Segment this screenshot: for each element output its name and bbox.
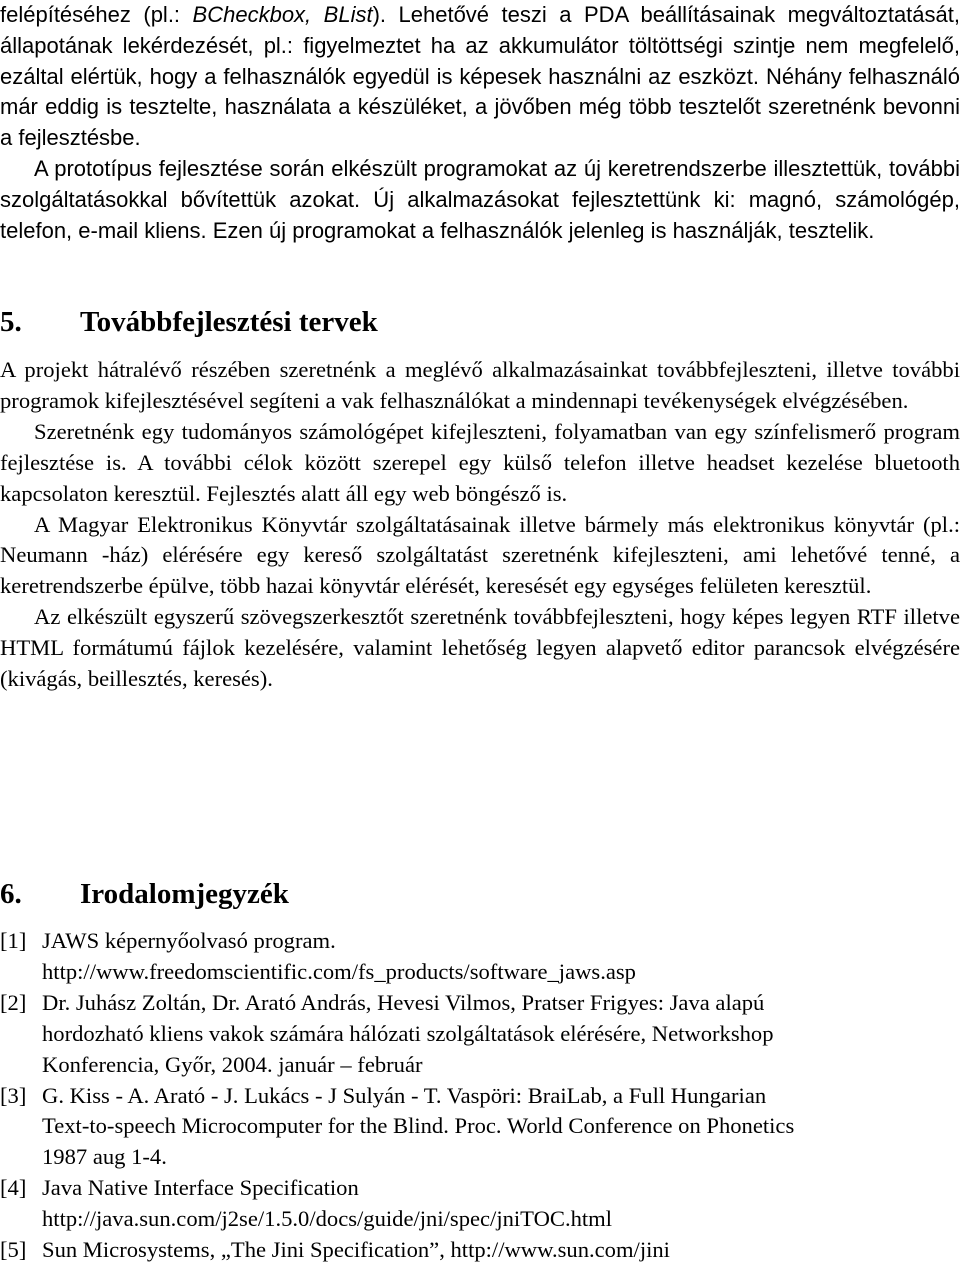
paragraph	[0, 0, 960, 154]
reference-list	[0, 926, 960, 1266]
reference-label: [4]	[0, 1175, 27, 1201]
section-title: Továbbfejlesztési tervek	[80, 306, 378, 338]
paragraph: A projekt hátralévő részében szeretnénk a meglévő alkalmazásainkat továbbfejleszteni, illetve további programok kifejlesztésével segíteni a vak felhasználókat a mindennapi tevékenységek elvégzésében.	[0, 357, 960, 413]
reference-item	[0, 1173, 960, 1235]
section-heading-5	[0, 306, 378, 339]
reference-item	[0, 988, 960, 1081]
reference-item	[0, 926, 960, 988]
paragraph: A prototípus fejlesztése során elkészült programokat az új keretrendszerbe illesztettük, további szolgáltatásokkal bővítettük azokat. Új alkalmazásokat fejlesztettünk ki: magnó, számológép, telefon, e-mail kliens. Ezen új programokat a felhasználók jelenleg is használják, tesztelik.	[0, 155, 960, 243]
intro-text-block	[0, 0, 960, 246]
reference-line: http://java.sun.com/j2se/1.5.0/docs/guide/jni/spec/jniTOC.html	[42, 1206, 613, 1232]
reference-label: [2]	[0, 989, 27, 1015]
reference-item	[0, 1235, 960, 1266]
paragraph: A Magyar Elektronikus Könyvtár szolgáltatásainak illetve bármely más elektronikus könyvtár (pl.: Neumann -ház) elérésére egy kereső szolgáltatást szeretnénk kifejleszteni, ami lehetővé tenné, a keretrendszerbe épülve, több hazai könyvtár elérését, keresését egy egységes felületen keresztül.	[0, 511, 960, 599]
reference-line: G. Kiss - A. Arató - J. Lukács - J Sulyán - T. Vaspöri: BraiLab, a Full Hungarian	[42, 1082, 767, 1108]
reference-line: Text-to-speech Microcomputer for the Blind. Proc. World Conference on Phonetics	[42, 1113, 795, 1139]
reference-label: [5]	[0, 1237, 27, 1263]
italic-class-names: BCheckbox, BList	[192, 2, 373, 27]
section-title: Irodalomjegyzék	[80, 878, 289, 910]
reference-item	[0, 1081, 960, 1174]
text-run: felépítéséhez (pl.:	[0, 2, 193, 27]
reference-line: Sun Microsystems, „The Jini Specification”, http://www.sun.com/jini	[42, 1237, 670, 1263]
section-number: 5.	[0, 306, 22, 338]
reference-line: 1987 aug 1-4.	[42, 1144, 167, 1170]
reference-line: JAWS képernyőolvasó program.	[42, 928, 336, 953]
section-5-body	[0, 355, 960, 695]
reference-line: Dr. Juhász Zoltán, Dr. Arató András, Hevesi Vilmos, Pratser Frigyes: Java alapú	[42, 989, 765, 1015]
section-number: 6.	[0, 878, 22, 910]
section-heading-6	[0, 878, 289, 911]
reference-line: Konferencia, Győr, 2004. január – február	[42, 1051, 423, 1077]
reference-label: [3]	[0, 1082, 27, 1108]
reference-label: [1]	[0, 928, 27, 953]
reference-line: Java Native Interface Specification	[42, 1175, 359, 1201]
paragraph: Az elkészült egyszerű szövegszerkesztőt szeretnénk továbbfejleszteni, hogy képes legyen RTF illetve HTML formátumú fájlok kezelésére, valamint lehetőség legyen alapvető editor parancsok elvégzésére (kivágás, beillesztés, keresés).	[0, 604, 960, 692]
paragraph: Szeretnénk egy tudományos számológépet kifejleszteni, folyamatban van egy színfelismerő program fejlesztése is. A további célok között szerepel egy külső telefon illetve headset kezelése bluetooth kapcsolaton keresztül. Fejlesztés alatt áll egy web böngésző is.	[0, 418, 960, 506]
text-run: ). Lehetővé teszi a PDA beállításainak megváltoztatását, állapotának lekérdezését, pl.: figyelmeztet ha az akkumulátor töltöttségi szintje nem megfelelő, ezáltal elértük, hogy a felhasználók egyedül is képesek használni az eszközt. Néhány felhasználó már eddig is tesztelte, használata a készüléket, a jövőben még több tesztelőt szeretnénk bevonni a fejlesztésbe.	[0, 2, 960, 151]
reference-line: hordozható kliens vakok számára hálózati szolgáltatások elérésére, Networkshop	[42, 1020, 774, 1046]
reference-line: http://www.freedomscientific.com/fs_products/software_jaws.asp	[42, 958, 636, 984]
